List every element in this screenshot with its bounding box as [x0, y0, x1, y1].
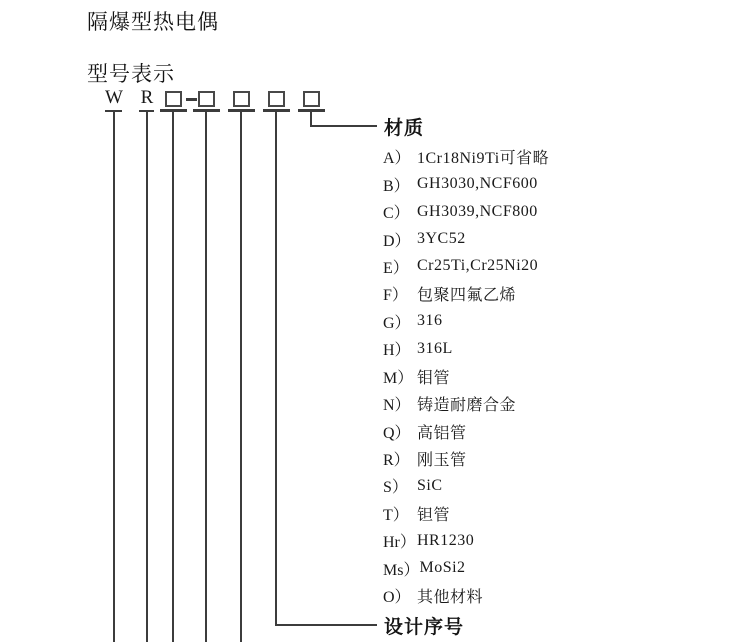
material-item	[383, 143, 723, 170]
model-code-box-1	[165, 91, 182, 107]
material-name: 钼管	[417, 369, 451, 387]
material-code: H）	[383, 342, 411, 360]
model-code-box-4	[268, 91, 285, 107]
material-name: MoSi2	[419, 559, 466, 577]
material-code: T）	[383, 506, 409, 524]
material-name: SiC	[417, 476, 443, 494]
page-title: 隔爆型热电偶	[87, 10, 219, 34]
material-code: F）	[383, 287, 408, 305]
materials-list	[383, 143, 723, 609]
material-name: Cr25Ti,Cr25Ni20	[417, 257, 539, 275]
material-code: N）	[383, 397, 411, 415]
material-item	[383, 527, 723, 554]
material-item	[383, 390, 723, 417]
leader-line-w	[113, 112, 115, 642]
material-item	[383, 335, 723, 362]
material-name: GH3039,NCF800	[417, 202, 538, 220]
design-serial-label: 设计序号	[384, 617, 465, 638]
material-item	[383, 198, 723, 225]
material-name: 1Cr18Ni9Ti可省略	[417, 150, 550, 168]
material-item	[383, 500, 723, 527]
material-name: GH3030,NCF600	[417, 175, 538, 193]
material-name: 铸造耐磨合金	[417, 397, 517, 415]
material-name: 其他材料	[417, 589, 484, 607]
material-code: R）	[383, 452, 410, 470]
material-code: Ms）	[383, 561, 420, 579]
model-code-separator-dash	[186, 98, 197, 101]
material-item	[383, 555, 723, 582]
material-item	[383, 225, 723, 252]
material-code: B）	[383, 177, 410, 195]
material-item	[383, 280, 723, 307]
material-item	[383, 445, 723, 472]
material-name: HR1230	[417, 531, 475, 549]
material-code: Hr）	[383, 534, 416, 552]
material-code: D）	[383, 232, 411, 250]
material-name: 高铝管	[417, 424, 467, 442]
leader-line-box-2	[205, 112, 207, 642]
material-code: E）	[383, 259, 409, 277]
material-item	[383, 170, 723, 197]
material-code: O）	[383, 589, 411, 607]
materials-label: 材质	[384, 118, 425, 139]
leader-line-box-1	[172, 112, 174, 642]
leader-elbow-design-serial	[275, 112, 377, 626]
model-code-letter-r: R	[140, 87, 154, 108]
material-code: G）	[383, 314, 411, 332]
material-item	[383, 363, 723, 390]
material-name: 刚玉管	[417, 452, 467, 470]
model-code-box-2	[198, 91, 215, 107]
material-name: 316	[417, 312, 443, 330]
section-heading-model-designation: 型号表示	[87, 62, 175, 86]
material-name: 钽管	[417, 506, 451, 524]
model-code-letter-w: W	[105, 87, 123, 108]
material-name: 包聚四氟乙烯	[417, 287, 517, 305]
material-code: C）	[383, 205, 410, 223]
leader-line-r	[146, 112, 148, 642]
model-code-box-5	[303, 91, 320, 107]
material-code: S）	[383, 479, 408, 497]
material-item	[383, 417, 723, 444]
material-item	[383, 253, 723, 280]
leader-line-box-3	[240, 112, 242, 642]
material-code: A）	[383, 150, 411, 168]
material-item	[383, 308, 723, 335]
model-code-box-3	[233, 91, 250, 107]
material-item	[383, 472, 723, 499]
material-name: 3YC52	[417, 230, 466, 248]
material-code: M）	[383, 369, 414, 387]
material-item	[383, 582, 723, 609]
material-name: 316L	[417, 339, 453, 357]
material-code: Q）	[383, 424, 411, 442]
